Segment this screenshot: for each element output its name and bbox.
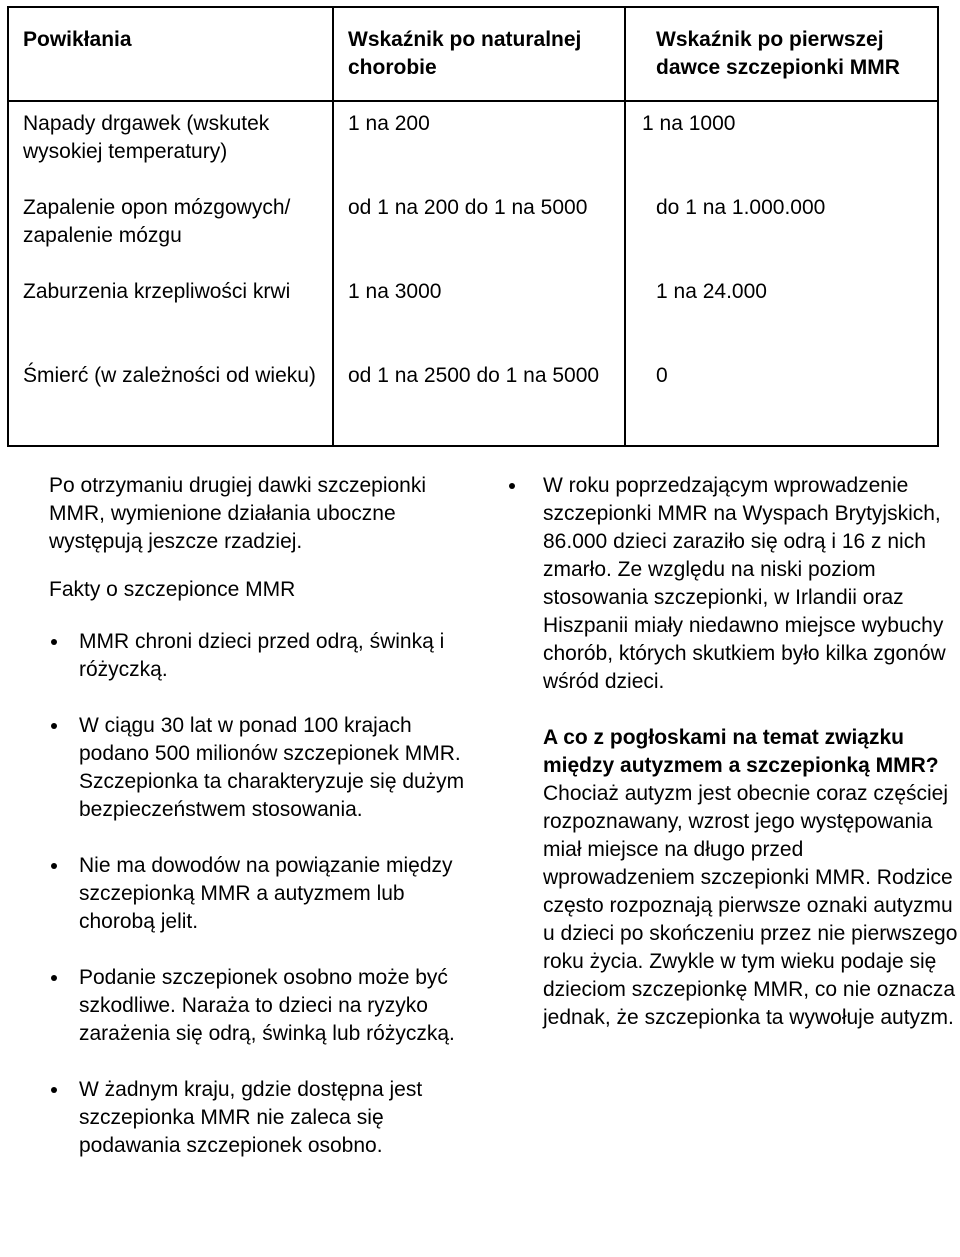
table-cell: od 1 na 200 do 1 na 5000 [333,186,625,270]
table-cell: Śmierć (w zależności od wieku) [8,354,333,446]
intro-paragraph: Po otrzymaniu drugiej dawki szczepionki MMR, wymienione działania uboczne występują jeszcze rzadziej. [49,474,427,553]
complications-table [7,6,939,447]
table-cell: Napady drgawek (wskutek wysokiej temperatury) [8,101,333,186]
autism-heading: A co z pogłoskami na temat związku między autyzmem a szczepionką MMR? [543,726,939,777]
table-row [8,101,938,186]
list-item: MMR chroni dzieci przed odrą, świnką i różyczką. [49,628,479,684]
right-facts-list [513,472,960,696]
table-cell: Zaburzenia krzepliwości krwi [8,270,333,354]
table-cell: Zapalenie opon mózgowych/ zapalenie mózgu [8,186,333,270]
table-row [8,186,938,270]
table-cell: od 1 na 2500 do 1 na 5000 [333,354,625,446]
header-complications: Powikłania [8,7,333,101]
table-row [8,354,938,446]
facts-list [49,628,479,1160]
autism-paragraph: Chociaż autyzm jest obecnie coraz częściej rozpoznawany, wzrost jego występowania miał miejsce na długo przed wprowadzeniem szczepionki MMR. Rodzice często rozpoznają pierwsze oznaki autyzmu u dzieci po skończeniu przez nie pierwszego roku życia. Zwykle w tym wieku podaje się dzieciom szczepionkę MMR, co nie oznacza jednak, że szczepionka ta wywołuje autyzm. [543,782,958,1029]
header-natural-disease: Wskaźnik po naturalnej chorobie [333,7,625,101]
list-item: W żadnym kraju, gdzie dostępna jest szczepionka MMR nie zaleca się podawania szczepionek osobno. [49,1076,479,1160]
table-cell: 0 [625,354,938,446]
list-item: Podanie szczepionek osobno może być szkodliwe. Naraża to dzieci na ryzyko zarażenia się odrą, świnką lub różyczką. [49,964,479,1048]
header-first-dose: Wskaźnik po pierwszej dawce szczepionki MMR [625,7,938,101]
table-cell: 1 na 1000 [625,101,938,186]
table-row [8,270,938,354]
table-cell: do 1 na 1.000.000 [625,186,938,270]
list-item: Nie ma dowodów na powiązanie między szczepionką MMR a autyzmem lub chorobą jelit. [49,852,479,936]
facts-heading: Fakty o szczepionce MMR [49,578,296,601]
list-item: W roku poprzedzającym wprowadzenie szczepionki MMR na Wyspach Brytyjskich, 86.000 dzieci zaraziło się odrą i 16 z nich zmarło. Ze względu na niski poziom stosowania szczepionki, w Irlandii oraz Hiszpanii miały niedawno miejsce wybuchy chorób, których skutkiem było kilka zgonów wśród dzieci. [513,472,960,696]
list-item: W ciągu 30 lat w ponad 100 krajach podano 500 milionów szczepionek MMR. Szczepionka ta charakteryzuje się dużym bezpieczeństwem stosowania. [49,712,479,824]
table-cell: 1 na 200 [333,101,625,186]
table-cell: 1 na 3000 [333,270,625,354]
left-column [49,472,479,1188]
right-column [543,472,960,1032]
table-cell: 1 na 24.000 [625,270,938,354]
table-header-row [8,7,938,101]
